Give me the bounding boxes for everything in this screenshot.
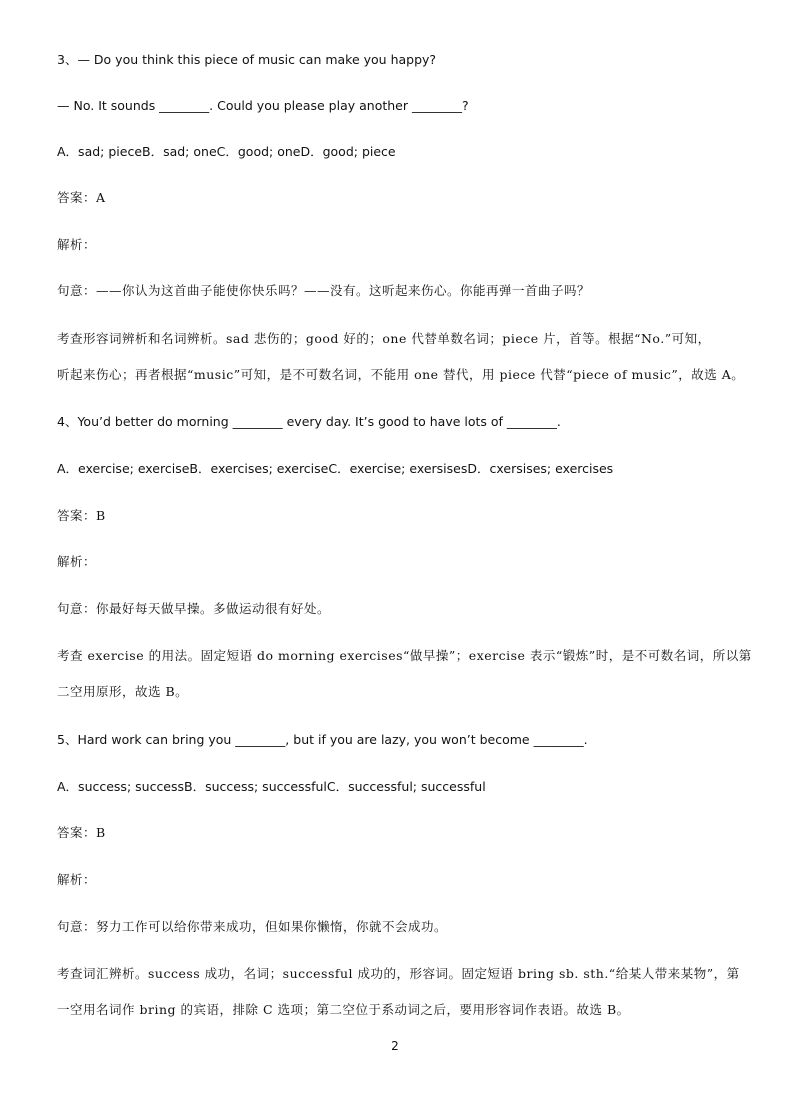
q4-answer: 答案：B bbox=[57, 508, 106, 523]
q3-analysis-label: 解析： bbox=[57, 237, 97, 252]
q3-meaning: 句意：——你认为这首曲子能使你快乐吗？——没有。这听起来伤心。你能再弹一首曲子吗？ bbox=[57, 283, 591, 298]
q3-stem-line1: 3、— Do you think this piece of music can make you happy? bbox=[57, 52, 437, 67]
q4-analysis-label: 解析： bbox=[57, 554, 97, 569]
q4-meaning: 句意：你最好每天做早操。多做运动很有好处。 bbox=[57, 601, 331, 616]
page-number: 2 bbox=[391, 1039, 399, 1053]
q4-options: A．exercise; exerciseB．exercises; exerciseC．exercise; exersisesD．cxersises; exercises bbox=[57, 461, 614, 476]
q5-meaning: 句意：努力工作可以给你带来成功，但如果你懒惰，你就不会成功。 bbox=[57, 919, 448, 934]
q3-explain-line1: 考查形容词辨析和名词辨析。sad 悲伤的；good 好的；one 代替单数名词；piece 片，首等。根据“No.”可知， bbox=[57, 331, 711, 346]
q3-stem-line2: — No. It sounds ________. Could you please play another ________? bbox=[57, 98, 469, 113]
q5-answer: 答案：B bbox=[57, 825, 106, 840]
q5-explain-line1: 考查词汇辨析。success 成功，名词；successful 成功的，形容词。固定短语 bring sb. sth.“给某人带来某物”，第 bbox=[57, 966, 740, 981]
q4-explain-line1: 考查 exercise 的用法。固定短语 do morning exercises“做早操”；exercise 表示“锻炼”时，是不可数名词，所以第 bbox=[57, 648, 752, 663]
q3-explain-line2: 听起来伤心；再者根据“music”可知，是不可数名词，不能用 one 替代，用 piece 代替“piece of music”，故选 A。 bbox=[57, 367, 745, 382]
q4-explain-line2: 二空用原形，故选 B。 bbox=[57, 684, 189, 699]
q5-options: A．success; successB．success; successfulC．successful; successful bbox=[57, 779, 486, 794]
q4-stem-line1: 4、You’d better do morning ________ every day. It’s good to have lots of ________. bbox=[57, 414, 561, 429]
q3-options: A．sad; pieceB．sad; oneC．good; oneD．good; piece bbox=[57, 144, 396, 159]
q5-analysis-label: 解析： bbox=[57, 872, 97, 887]
q5-stem-line1: 5、Hard work can bring you ________, but if you are lazy, you won’t become ________. bbox=[57, 732, 588, 747]
q5-explain-line2: 一空用名词作 bring 的宾语，排除 C 选项；第二空位于系动词之后，要用形容词作表语。故选 B。 bbox=[57, 1002, 630, 1017]
q3-answer: 答案：A bbox=[57, 190, 106, 205]
